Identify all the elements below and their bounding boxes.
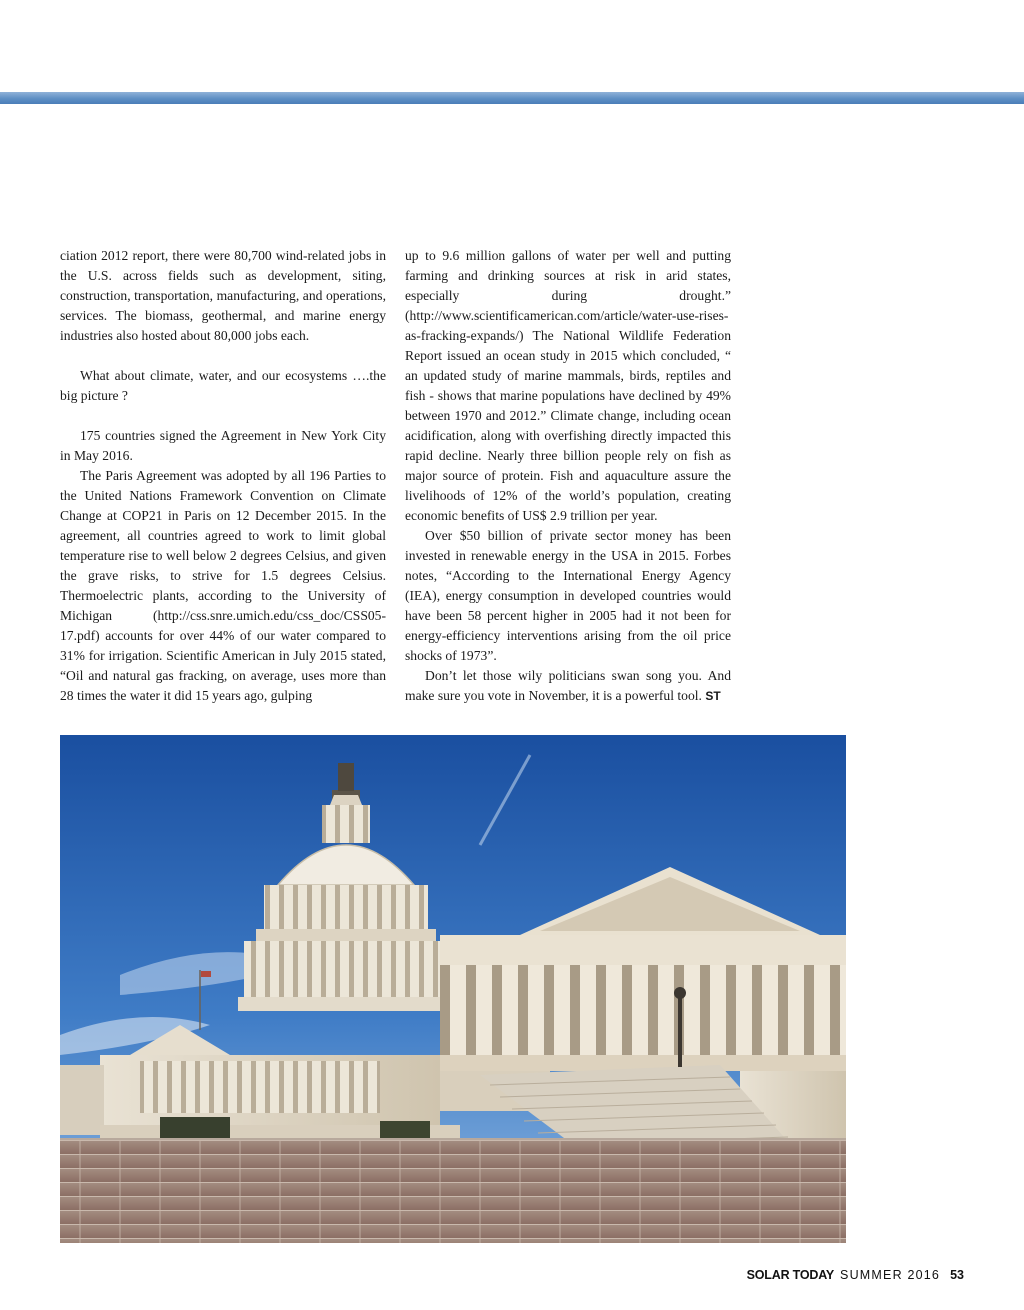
page-number: 53: [950, 1268, 964, 1282]
capitol-illustration: [60, 735, 846, 1243]
end-mark: ST: [705, 689, 721, 703]
paragraph: [405, 666, 731, 706]
paragraph: The Paris Agreement was adopted by all 196 Parties to the United Nations Framework Convention on Climate Change at COP21 in Paris on 12 December 2015. In the agreement, all countries agreed to work to limit global temperature rise to well below 2 degrees Celsius, and given the grave risks, to strive for 1.5 degrees Celsius. Thermoelectric plants, according to the University of Michigan (http://css.snre.umich.edu/css_doc/CSS05-17.pdf) accounts for over 44% of our water compared to 31% for irrigation. Scientific American in July 2015 stated, “Oil and natural gas fracking, on average, uses more than 28 times the water it did 15 years ago, gulping: [60, 468, 386, 703]
page-footer: [747, 1268, 964, 1282]
paragraph: 175 countries signed the Agreement in New York City in May 2016.: [60, 428, 386, 463]
top-color-rule: [0, 92, 1024, 104]
magazine-name: SOLAR TODAY: [746, 1268, 835, 1282]
issue-label: SUMMER 2016: [840, 1268, 941, 1282]
article-column-left: [60, 246, 386, 706]
paragraph: What about climate, water, and our ecosystems ….the big picture ?: [60, 368, 386, 403]
article-column-right: [405, 246, 731, 706]
capitol-building-photo: [60, 735, 846, 1243]
paragraph: Over $50 billion of private sector money has been invested in renewable energy in the USA in 2015. Forbes notes, “According to the International Energy Agency (IEA), energy consumption in developed countries would have been 58 percent higher in 2005 had it not been for energy-efficiency interventions arising from the oil price shocks of 1973”.: [405, 528, 731, 663]
closing-sentence: Don’t let those wily politicians swan song you. And make sure you vote in November, it is a powerful tool.: [405, 668, 731, 703]
paragraph: up to 9.6 million gallons of water per well and putting farming and drinking sources at risk in arid states, especially during drought.” (http://www.scientificamerican.com/article/water-use-rises-as-fracking-expands/) The National Wildlife Federation Report issued an ocean study in 2015 which concluded, “ an updated study of marine mammals, birds, reptiles and fish - shows that marine populations have declined by 49% between 1970 and 2012.” Climate change, including ocean acidification, along with overfishing directly impacted this rapid decline. Nearly three billion people rely on fish as major source of protein. Fish and aquaculture assure the livelihoods of 12% of the world’s population, creating economic benefits of US$ 2.9 trillion per year.: [405, 248, 731, 523]
paragraph: ciation 2012 report, there were 80,700 wind-related jobs in the U.S. across fields such as development, siting, construction, transportation, manufacturing, and operations, services. The biomass, geothermal, and marine energy industries also hosted about 80,000 jobs each.: [60, 248, 386, 343]
